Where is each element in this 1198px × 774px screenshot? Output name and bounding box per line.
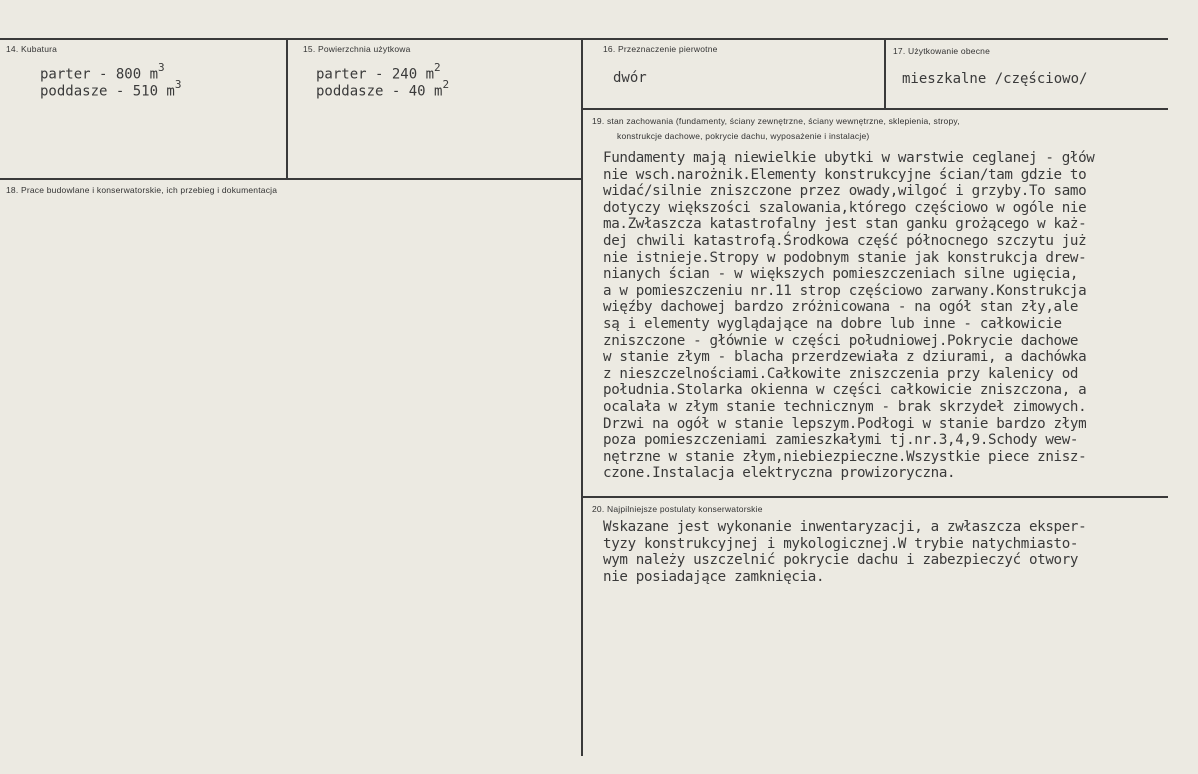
field-15-label: 15. Powierzchnia użytkowa [303,44,411,54]
field-14-line-2-text: poddasze - 510 m [40,83,175,100]
field-15-line-2-text: poddasze - 40 m [316,83,443,100]
field-14-line-1-sup: 3 [158,61,165,74]
field-20-text: Wskazane jest wykonanie inwentaryzacji, a zwłaszcza eksper- tyzy konstrukcyjnej i mykologicznej.W trybie natychmiasto- wym należy uszczelnić pokrycie dachu i zabezpieczyć otwory nie posiadające zamknięcia. [603,519,1087,585]
field-14-line-2 [40,79,181,100]
field-15-line-1-text: parter - 240 m [316,66,435,83]
divider-left-right [581,38,583,756]
rule-under-14-15 [0,178,582,180]
field-14-label: 14. Kubatura [6,44,58,54]
field-14-line-2-sup: 3 [174,78,182,91]
field-14-line-1-text: parter - 800 m [40,66,159,83]
field-17-label: 17. Użytkowanie obecne [893,46,991,56]
field-16-value: dwór [613,70,647,86]
rule-under-19 [582,496,1168,498]
field-19-label-line-2: konstrukcje dachowe, pokrycie dachu, wyposażenie i instalacje) [617,131,870,141]
divider-16-17 [884,38,886,110]
field-18-label: 18. Prace budowlane i konserwatorskie, ich przebieg i dokumentacja [6,185,278,195]
field-15-line-1-sup: 2 [434,61,441,74]
top-rule [0,38,1168,40]
field-15-line-2 [316,79,449,100]
rule-under-16-17 [582,108,1168,110]
field-17-value: mieszkalne /częściowo/ [902,71,1088,87]
field-15-line-2-sup: 2 [442,78,450,91]
divider-14-15 [286,38,288,180]
field-19-label-line-1: 19. stan zachowania (fundamenty, ściany zewnętrzne, ściany wewnętrzne, sklepienia, stropy, [592,116,960,126]
field-19-text: Fundamenty mają niewielkie ubytki w warstwie ceglanej - głów nie wsch.narożnik.Elementy konstrukcyjne ścian/tam gdzie to widać/silnie zniszczone przez owady,wilgoć i grzyby.To samo dotyczy większości szalowania,którego częściowo w ogóle nie ma.Zwłaszcza katastrofalny jest stan ganku grożącego w każ- dej chwili katastrofą.Środkowa część północnego szczytu już nie istnieje.Stropy w podobnym stanie jak konstrukcja drew- nianych ścian - w większych pomieszczeniach silne ugięcia, a w pomieszczeniu nr.11 strop częściowo zarwany.Konstrukcja więźby dachowej bardzo zróżnicowana - na ogół stan zły,ale są i elementy wyglądające na dobre lub inne - całkowicie zniszczone - głównie w części południowej.Pokrycie dachowe w stanie złym - blacha przerdzewiała z dziurami, a dachówka z nieszczelnościami.Całkowite zniszczenia przy kalenicy od południa.Stolarka okienna w części całkowicie zniszczona, a ocalała w złym stanie technicznym - brak skrzydeł zimowych. Drzwi na ogół w stanie lepszym.Podłogi w stanie bardzo złym poza pomieszczeniami zamieszkałymi tj.nr.3,4,9.Schody wew- nętrzne w stanie złym,niebiezpieczne.Wszystkie piece znisz- czone.Instalacja elektryczna prowizoryczna. [603,150,1095,482]
field-16-label: 16. Przeznaczenie pierwotne [603,44,718,54]
field-20-label: 20. Najpilniejsze postulaty konserwatorskie [592,504,763,514]
